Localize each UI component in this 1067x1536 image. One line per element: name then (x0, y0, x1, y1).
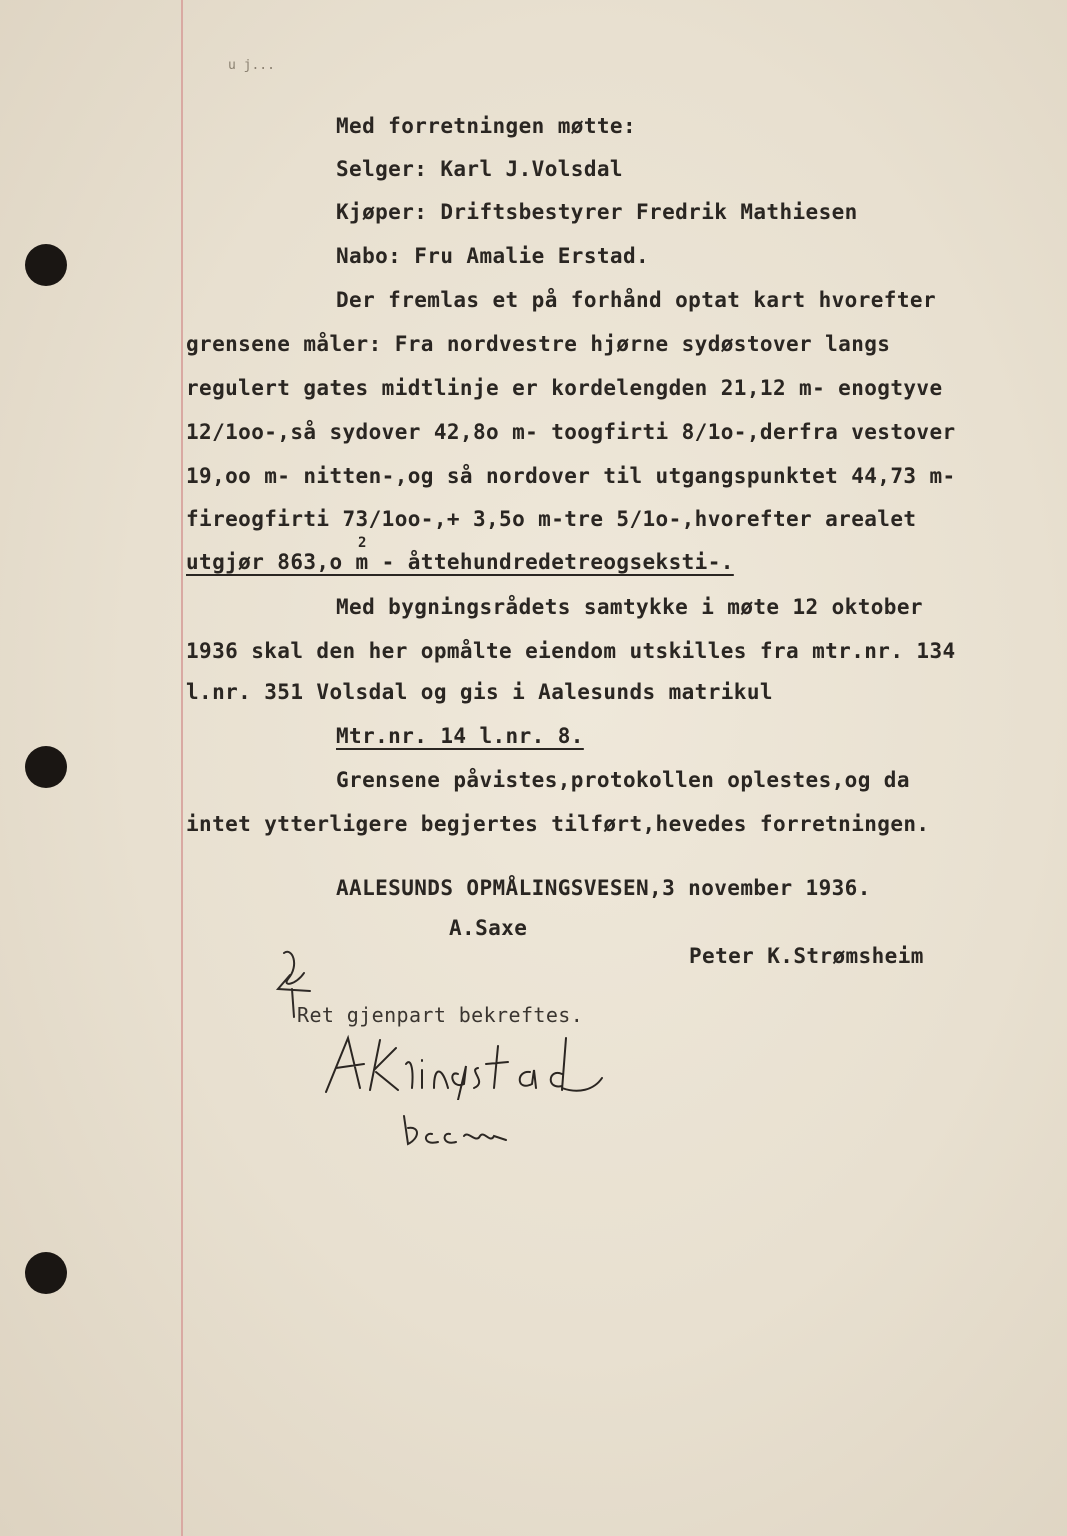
text-line: 1936 skal den her opmålte eiendom utskilles fra mtr.nr. 134 (186, 639, 956, 663)
text-line: utgjør 863,o m - åttehundredetreogseksti-. (186, 550, 734, 574)
text-line: Ret gjenpart bekreftes. (297, 1003, 584, 1027)
punch-hole (25, 244, 67, 286)
text-line: Med forretningen møtte: (336, 114, 636, 138)
text-line: grensene måler: Fra nordvestre hjørne sydøstover langs (186, 332, 891, 356)
punch-hole (25, 746, 67, 788)
corner-mark: u j... (228, 58, 275, 73)
text-line: Mtr.nr. 14 l.nr. 8. (336, 724, 584, 748)
text-line: 12/1oo-,så sydover 42,8o m- toogfirti 8/1o-,derfra vestover (186, 420, 956, 444)
text-line: Med bygningsrådets samtykke i møte 12 oktober (336, 595, 923, 619)
text-line: Kjøper: Driftsbestyrer Fredrik Mathiesen (336, 200, 858, 224)
text-line: Selger: Karl J.Volsdal (336, 157, 623, 181)
text-line: Grensene påvistes,protokollen oplestes,og da (336, 768, 910, 792)
text-line: Peter K.Strømsheim (689, 944, 924, 968)
text-line: A.Saxe (449, 916, 528, 940)
text-line: Der fremlas et på forhånd optat kart hvorefter (336, 288, 936, 312)
initial-mark-signature (270, 945, 330, 1020)
text-line: fireogfirti 73/1oo-,+ 3,5o m-tre 5/1o-,hvorefter arealet (186, 507, 917, 531)
signature-kringstad (318, 1030, 608, 1100)
text-line: regulert gates midtlinje er kordelengden 21,12 m- enogtyve (186, 376, 943, 400)
margin-rule (181, 0, 183, 1536)
text-line: intet ytterligere begjertes tilført,hevedes forretningen. (186, 812, 930, 836)
text-line: 19,oo m- nitten-,og så nordover til utgangspunktet 44,73 m- (186, 464, 956, 488)
area-superscript: 2 (358, 535, 367, 551)
text-line: l.nr. 351 Volsdal og gis i Aalesunds matrikul (186, 680, 773, 704)
punch-hole (25, 1252, 67, 1294)
text-line: AALESUNDS OPMÅLINGSVESEN,3 november 1936. (336, 876, 871, 900)
signature-bec (398, 1110, 518, 1150)
text-line: Nabo: Fru Amalie Erstad. (336, 244, 650, 268)
